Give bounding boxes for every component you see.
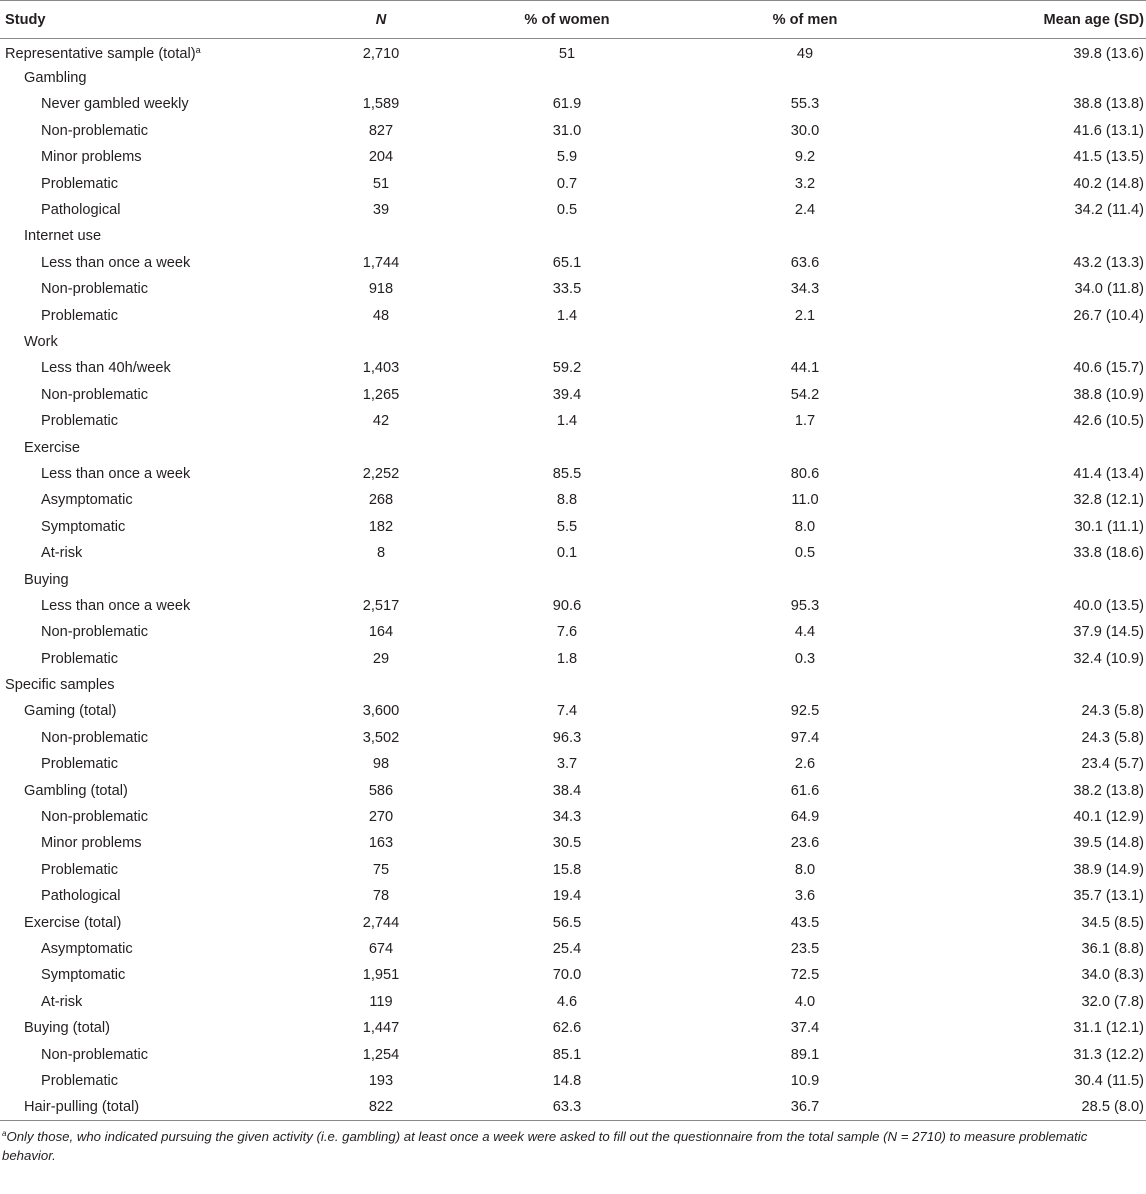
cell-n: 78 — [372, 888, 390, 905]
cell-mean-age: 23.4 (5.7) — [1081, 756, 1144, 773]
cell-women: 61.9 — [552, 96, 582, 113]
table-row — [0, 1094, 1146, 1120]
cell-men: 64.9 — [790, 809, 820, 826]
cell-women: 1.4 — [556, 413, 578, 430]
cell-mean-age: 36.1 (8.8) — [1081, 940, 1144, 957]
cell-men: 92.5 — [790, 703, 820, 720]
cell-study — [0, 962, 320, 988]
cell-women: 85.5 — [552, 465, 582, 482]
cell-women: 96.3 — [552, 729, 582, 746]
table-row — [0, 487, 1146, 513]
cell-n: 2,252 — [362, 465, 400, 482]
cell-study-label: At-risk — [41, 993, 83, 1010]
cell-study — [0, 355, 320, 381]
cell-mean-age: 34.2 (11.4) — [1074, 202, 1144, 219]
cell-study — [0, 461, 320, 487]
cell-women: 65.1 — [552, 254, 582, 271]
cell-study-label: Specific samples — [5, 677, 115, 694]
cell-mean-age — [918, 329, 1146, 355]
cell-men — [692, 65, 918, 91]
cell-n — [320, 566, 442, 592]
cell-mean-age: 30.1 (11.1) — [1074, 518, 1144, 535]
cell-women: 51 — [558, 45, 576, 62]
cell-n: 51 — [372, 175, 390, 192]
cell-women — [442, 65, 692, 91]
table-row — [0, 250, 1146, 276]
cell-women: 85.1 — [552, 1046, 582, 1063]
cell-n: 164 — [368, 624, 394, 641]
cell-mean-age: 40.0 (13.5) — [1073, 597, 1144, 614]
cell-study — [0, 39, 320, 65]
table-row — [0, 382, 1146, 408]
header-row — [0, 1, 1146, 39]
table-row — [0, 355, 1146, 381]
cell-men: 54.2 — [790, 386, 820, 403]
cell-men: 4.0 — [794, 993, 816, 1010]
cell-mean-age: 41.6 (13.1) — [1073, 122, 1144, 139]
cell-mean-age: 26.7 (10.4) — [1073, 307, 1144, 324]
cell-mean-age: 32.0 (7.8) — [1081, 993, 1144, 1010]
cell-study-label: Gambling (total) — [24, 782, 128, 799]
cell-study-label: Symptomatic — [41, 518, 126, 535]
cell-study-label: Internet use — [24, 228, 102, 245]
cell-men — [692, 672, 918, 698]
table-row — [0, 936, 1146, 962]
cell-women: 59.2 — [552, 360, 582, 377]
cell-study — [0, 540, 320, 566]
table-row — [0, 144, 1146, 170]
cell-study-label: Non-problematic — [41, 122, 149, 139]
table-row — [0, 540, 1146, 566]
table-row — [0, 566, 1146, 592]
table-row — [0, 329, 1146, 355]
cell-women: 30.5 — [552, 835, 582, 852]
cell-study-label: Non-problematic — [41, 386, 149, 403]
cell-men: 23.5 — [790, 940, 820, 957]
cell-women: 63.3 — [442, 1094, 692, 1120]
cell-n — [320, 65, 442, 91]
cell-women: 0.7 — [556, 175, 578, 192]
cell-mean-age: 40.1 (12.9) — [1073, 809, 1144, 826]
table-row — [0, 777, 1146, 803]
table-row — [0, 170, 1146, 196]
cell-men: 61.6 — [790, 782, 820, 799]
cell-men: 97.4 — [790, 729, 820, 746]
cell-n: 42 — [372, 413, 390, 430]
table-row — [0, 1015, 1146, 1041]
cell-mean-age: 31.3 (12.2) — [1073, 1046, 1144, 1063]
cell-mean-age: 38.8 (10.9) — [1073, 386, 1144, 403]
cell-mean-age: 24.3 (5.8) — [1081, 729, 1144, 746]
cell-study — [0, 989, 320, 1015]
cell-study-label: Problematic — [41, 1072, 119, 1089]
table-row — [0, 461, 1146, 487]
cell-women: 31.0 — [552, 122, 582, 139]
cell-study — [0, 830, 320, 856]
cell-study-label: Gaming (total) — [24, 703, 117, 720]
cell-women: 19.4 — [552, 888, 582, 905]
cell-mean-age — [918, 65, 1146, 91]
cell-mean-age: 39.5 (14.8) — [1073, 835, 1144, 852]
cell-mean-age: 39.8 (13.6) — [1073, 45, 1144, 62]
cell-study — [0, 1041, 320, 1067]
cell-mean-age: 32.4 (10.9) — [1073, 650, 1144, 667]
cell-study — [0, 144, 320, 170]
cell-study — [0, 382, 320, 408]
cell-women: 1.8 — [556, 650, 578, 667]
cell-mean-age: 37.9 (14.5) — [1073, 624, 1144, 641]
cell-men: 80.6 — [790, 465, 820, 482]
cell-n: 2,517 — [362, 597, 400, 614]
cell-mean-age: 40.6 (15.7) — [1073, 360, 1144, 377]
cell-women: 56.5 — [552, 914, 582, 931]
cell-mean-age — [918, 434, 1146, 460]
cell-women: 0.1 — [556, 545, 578, 562]
table-row — [0, 1068, 1146, 1094]
cell-n: 1,254 — [362, 1046, 400, 1063]
cell-study — [0, 645, 320, 671]
cell-mean-age: 42.6 (10.5) — [1073, 413, 1144, 430]
table-row — [0, 698, 1146, 724]
cell-study-label: Buying — [24, 571, 69, 588]
cell-women: 5.9 — [556, 149, 578, 166]
cell-men: 2.6 — [794, 756, 816, 773]
cell-n: 119 — [369, 993, 393, 1010]
cell-men: 95.3 — [790, 597, 820, 614]
table-row — [0, 276, 1146, 302]
cell-study-label: Less than once a week — [41, 465, 191, 482]
cell-men: 30.0 — [790, 122, 820, 139]
cell-n: 3,502 — [362, 729, 400, 746]
cell-study — [0, 566, 320, 592]
cell-study-label: Symptomatic — [41, 967, 126, 984]
cell-mean-age: 38.8 (13.8) — [1073, 96, 1144, 113]
cell-study-label: Less than once a week — [41, 597, 191, 614]
cell-study — [0, 329, 320, 355]
table-row — [0, 672, 1146, 698]
cell-mean-age — [918, 566, 1146, 592]
cell-men: 10.9 — [790, 1072, 820, 1089]
table-row — [0, 118, 1146, 144]
footnote-mark: a — [2, 1129, 7, 1139]
cell-n: 270 — [368, 809, 394, 826]
table-header — [0, 1, 1146, 39]
cell-study — [0, 91, 320, 117]
header-study: Study — [0, 1, 320, 39]
cell-women: 33.5 — [552, 281, 582, 298]
cell-mean-age: 33.8 (18.6) — [1073, 545, 1144, 562]
cell-mean-age: 34.5 (8.5) — [1081, 914, 1144, 931]
cell-study-label: Less than once a week — [41, 254, 191, 271]
table-row — [0, 514, 1146, 540]
cell-women: 70.0 — [552, 967, 582, 984]
cell-study-label: Less than 40h/week — [41, 360, 171, 377]
cell-women — [442, 223, 692, 249]
cell-study — [0, 672, 320, 698]
cell-study-label: Non-problematic — [41, 729, 149, 746]
cell-women: 25.4 — [552, 940, 582, 957]
cell-n — [320, 329, 442, 355]
cell-n: 586 — [368, 782, 394, 799]
cell-men: 3.6 — [794, 888, 816, 905]
cell-study-label: Exercise — [24, 439, 80, 456]
cell-study — [0, 276, 320, 302]
cell-mean-age: 32.8 (12.1) — [1073, 492, 1144, 509]
cell-mean-age: 43.2 (13.3) — [1073, 254, 1144, 271]
table-row — [0, 408, 1146, 434]
cell-n: 39 — [372, 202, 390, 219]
cell-men — [692, 566, 918, 592]
cell-study — [0, 65, 320, 91]
cell-study-label: Problematic — [41, 307, 119, 324]
table-row — [0, 434, 1146, 460]
cell-men: 49 — [796, 45, 814, 62]
cell-women: 7.4 — [556, 703, 578, 720]
cell-men — [692, 329, 918, 355]
cell-study-label: Asymptomatic — [41, 940, 133, 957]
cell-study — [0, 698, 320, 724]
cell-study — [0, 804, 320, 830]
cell-n: 48 — [372, 307, 390, 324]
cell-study-label: Non-problematic — [41, 281, 149, 298]
cell-men: 4.4 — [794, 624, 816, 641]
cell-women: 3.7 — [556, 756, 578, 773]
cell-study-label: Non-problematic — [41, 809, 149, 826]
table-row — [0, 804, 1146, 830]
table-row — [0, 197, 1146, 223]
cell-n: 1,744 — [362, 254, 400, 271]
table-row — [0, 962, 1146, 988]
cell-study — [0, 250, 320, 276]
cell-study-label: Buying (total) — [24, 1020, 110, 1037]
cell-men: 1.7 — [794, 413, 816, 430]
table-row — [0, 857, 1146, 883]
cell-mean-age: 40.2 (14.8) — [1073, 175, 1144, 192]
table-row — [0, 909, 1146, 935]
cell-mean-age: 34.0 (8.3) — [1081, 967, 1144, 984]
cell-women: 0.5 — [556, 202, 578, 219]
cell-study-label: Problematic — [41, 756, 119, 773]
cell-study-label: Non-problematic — [41, 1046, 149, 1063]
cell-women: 4.6 — [556, 993, 578, 1010]
table-row — [0, 830, 1146, 856]
cell-study — [0, 408, 320, 434]
cell-women: 39.4 — [552, 386, 582, 403]
cell-study — [0, 197, 320, 223]
cell-study — [0, 1094, 320, 1120]
cell-study-label: Minor problems — [41, 149, 142, 166]
cell-n: 1,951 — [362, 967, 400, 984]
cell-n: 1,403 — [362, 360, 400, 377]
cell-n: 8 — [376, 545, 386, 562]
cell-n: 204 — [368, 149, 394, 166]
cell-men: 8.0 — [794, 861, 816, 878]
table-row — [0, 223, 1146, 249]
cell-men: 23.6 — [790, 835, 820, 852]
cell-n: 182 — [368, 518, 394, 535]
cell-women — [442, 672, 692, 698]
cell-n: 268 — [368, 492, 394, 509]
cell-women — [442, 434, 692, 460]
cell-study — [0, 725, 320, 751]
cell-study-label: At-risk — [41, 545, 83, 562]
cell-study — [0, 936, 320, 962]
cell-mean-age: 30.4 (11.5) — [1074, 1072, 1144, 1089]
cell-mean-age: 38.2 (13.8) — [1073, 782, 1144, 799]
cell-men: 34.3 — [790, 281, 820, 298]
cell-mean-age: 38.9 (14.9) — [1073, 861, 1144, 878]
cell-n — [320, 672, 442, 698]
cell-study-label: Representative sample (total) — [5, 45, 196, 62]
cell-n: 822 — [320, 1094, 442, 1120]
cell-study — [0, 487, 320, 513]
table-row — [0, 302, 1146, 328]
cell-study — [0, 777, 320, 803]
cell-study — [0, 1015, 320, 1041]
table-row — [0, 645, 1146, 671]
cell-n: 674 — [368, 940, 394, 957]
cell-men: 44.1 — [790, 360, 820, 377]
cell-study-label: Problematic — [41, 861, 119, 878]
cell-study — [0, 302, 320, 328]
cell-men — [692, 223, 918, 249]
cell-study-label: Asymptomatic — [41, 492, 133, 509]
cell-women: 38.4 — [552, 782, 582, 799]
cell-mean-age: 41.5 (13.5) — [1073, 149, 1144, 166]
cell-women — [442, 566, 692, 592]
cell-study-label: Hair-pulling (total) — [24, 1099, 140, 1116]
cell-study — [0, 857, 320, 883]
cell-study — [0, 593, 320, 619]
footnote-reference: a — [195, 44, 201, 55]
cell-study-label: Pathological — [41, 202, 121, 219]
cell-men: 63.6 — [790, 254, 820, 271]
cell-men: 9.2 — [794, 149, 816, 166]
cell-women: 14.8 — [552, 1072, 582, 1089]
cell-study-label: Problematic — [41, 413, 119, 430]
cell-men: 3.2 — [794, 175, 816, 192]
cell-n: 193 — [368, 1072, 394, 1089]
table-row — [0, 883, 1146, 909]
cell-n: 918 — [368, 281, 394, 298]
cell-women — [442, 329, 692, 355]
cell-study — [0, 170, 320, 196]
cell-n: 2,710 — [362, 45, 400, 62]
table-row — [0, 1041, 1146, 1067]
cell-women: 1.4 — [556, 307, 578, 324]
table-row — [0, 725, 1146, 751]
cell-men: 2.1 — [794, 307, 816, 324]
cell-mean-age: 28.5 (8.0) — [918, 1094, 1146, 1120]
cell-women: 5.5 — [556, 518, 578, 535]
table-footnote — [0, 1127, 1132, 1165]
cell-n: 98 — [372, 756, 390, 773]
cell-mean-age: 24.3 (5.8) — [1081, 703, 1144, 720]
cell-study-label: Minor problems — [41, 835, 142, 852]
cell-men: 72.5 — [790, 967, 820, 984]
cell-study-label: Non-problematic — [41, 624, 149, 641]
cell-study-label: Work — [24, 333, 58, 350]
cell-women: 34.3 — [552, 809, 582, 826]
footnote-text: Only those, who indicated pursuing the given activity (i.e. gambling) at least once a week were asked to fill out the questionnaire from the total sample (N = 2710) to measure problematic behavior. — [2, 1129, 1088, 1164]
cell-men: 37.4 — [790, 1020, 820, 1037]
cell-men: 8.0 — [794, 518, 816, 535]
cell-study — [0, 751, 320, 777]
table-row — [0, 989, 1146, 1015]
cell-mean-age — [918, 223, 1146, 249]
cell-mean-age: 35.7 (13.1) — [1073, 888, 1144, 905]
cell-women: 62.6 — [552, 1020, 582, 1037]
cell-men: 11.0 — [791, 492, 819, 509]
cell-study-label: Pathological — [41, 888, 121, 905]
cell-mean-age: 34.0 (11.8) — [1074, 281, 1144, 298]
cell-study — [0, 514, 320, 540]
cell-n: 1,265 — [362, 386, 400, 403]
cell-women: 8.8 — [556, 492, 578, 509]
cell-women: 7.6 — [556, 624, 578, 641]
cell-mean-age — [918, 672, 1146, 698]
cell-men — [692, 434, 918, 460]
cell-n: 75 — [372, 861, 390, 878]
cell-n: 3,600 — [362, 703, 400, 720]
cell-study-label: Gambling — [24, 70, 87, 87]
cell-men: 43.5 — [790, 914, 820, 931]
header-men: % of men — [692, 1, 918, 39]
table-row — [0, 593, 1146, 619]
table-body — [0, 39, 1146, 1121]
cell-study-label: Problematic — [41, 650, 119, 667]
cell-mean-age: 41.4 (13.4) — [1073, 465, 1144, 482]
cell-study — [0, 434, 320, 460]
header-mean-age: Mean age (SD) — [918, 1, 1146, 39]
cell-study-label: Never gambled weekly — [41, 96, 189, 113]
cell-women: 90.6 — [552, 597, 582, 614]
header-n: N — [320, 1, 442, 39]
table-row — [0, 619, 1146, 645]
cell-n: 827 — [368, 122, 394, 139]
cell-study — [0, 118, 320, 144]
cell-study — [0, 1068, 320, 1094]
cell-n: 163 — [368, 835, 394, 852]
cell-study — [0, 909, 320, 935]
cell-study-label: Problematic — [41, 175, 119, 192]
cell-study-label: Exercise (total) — [24, 914, 122, 931]
cell-n: 1,447 — [362, 1020, 400, 1037]
cell-men: 36.7 — [692, 1094, 918, 1120]
cell-men: 55.3 — [790, 96, 820, 113]
cell-men: 0.3 — [794, 650, 816, 667]
header-women: % of women — [442, 1, 692, 39]
cell-n — [320, 223, 442, 249]
cell-men: 0.5 — [794, 545, 816, 562]
cell-n — [320, 434, 442, 460]
cell-men: 2.4 — [794, 202, 816, 219]
table-row — [0, 91, 1146, 117]
cell-men: 89.1 — [790, 1046, 820, 1063]
table-row — [0, 39, 1146, 65]
cell-n: 1,589 — [362, 96, 400, 113]
table-row — [0, 751, 1146, 777]
cell-mean-age: 31.1 (12.1) — [1073, 1020, 1144, 1037]
table-row — [0, 65, 1146, 91]
cell-n: 2,744 — [362, 914, 400, 931]
cell-study — [0, 883, 320, 909]
cell-study — [0, 223, 320, 249]
cell-women: 15.8 — [552, 861, 582, 878]
cell-n: 29 — [372, 650, 390, 667]
cell-study — [0, 619, 320, 645]
